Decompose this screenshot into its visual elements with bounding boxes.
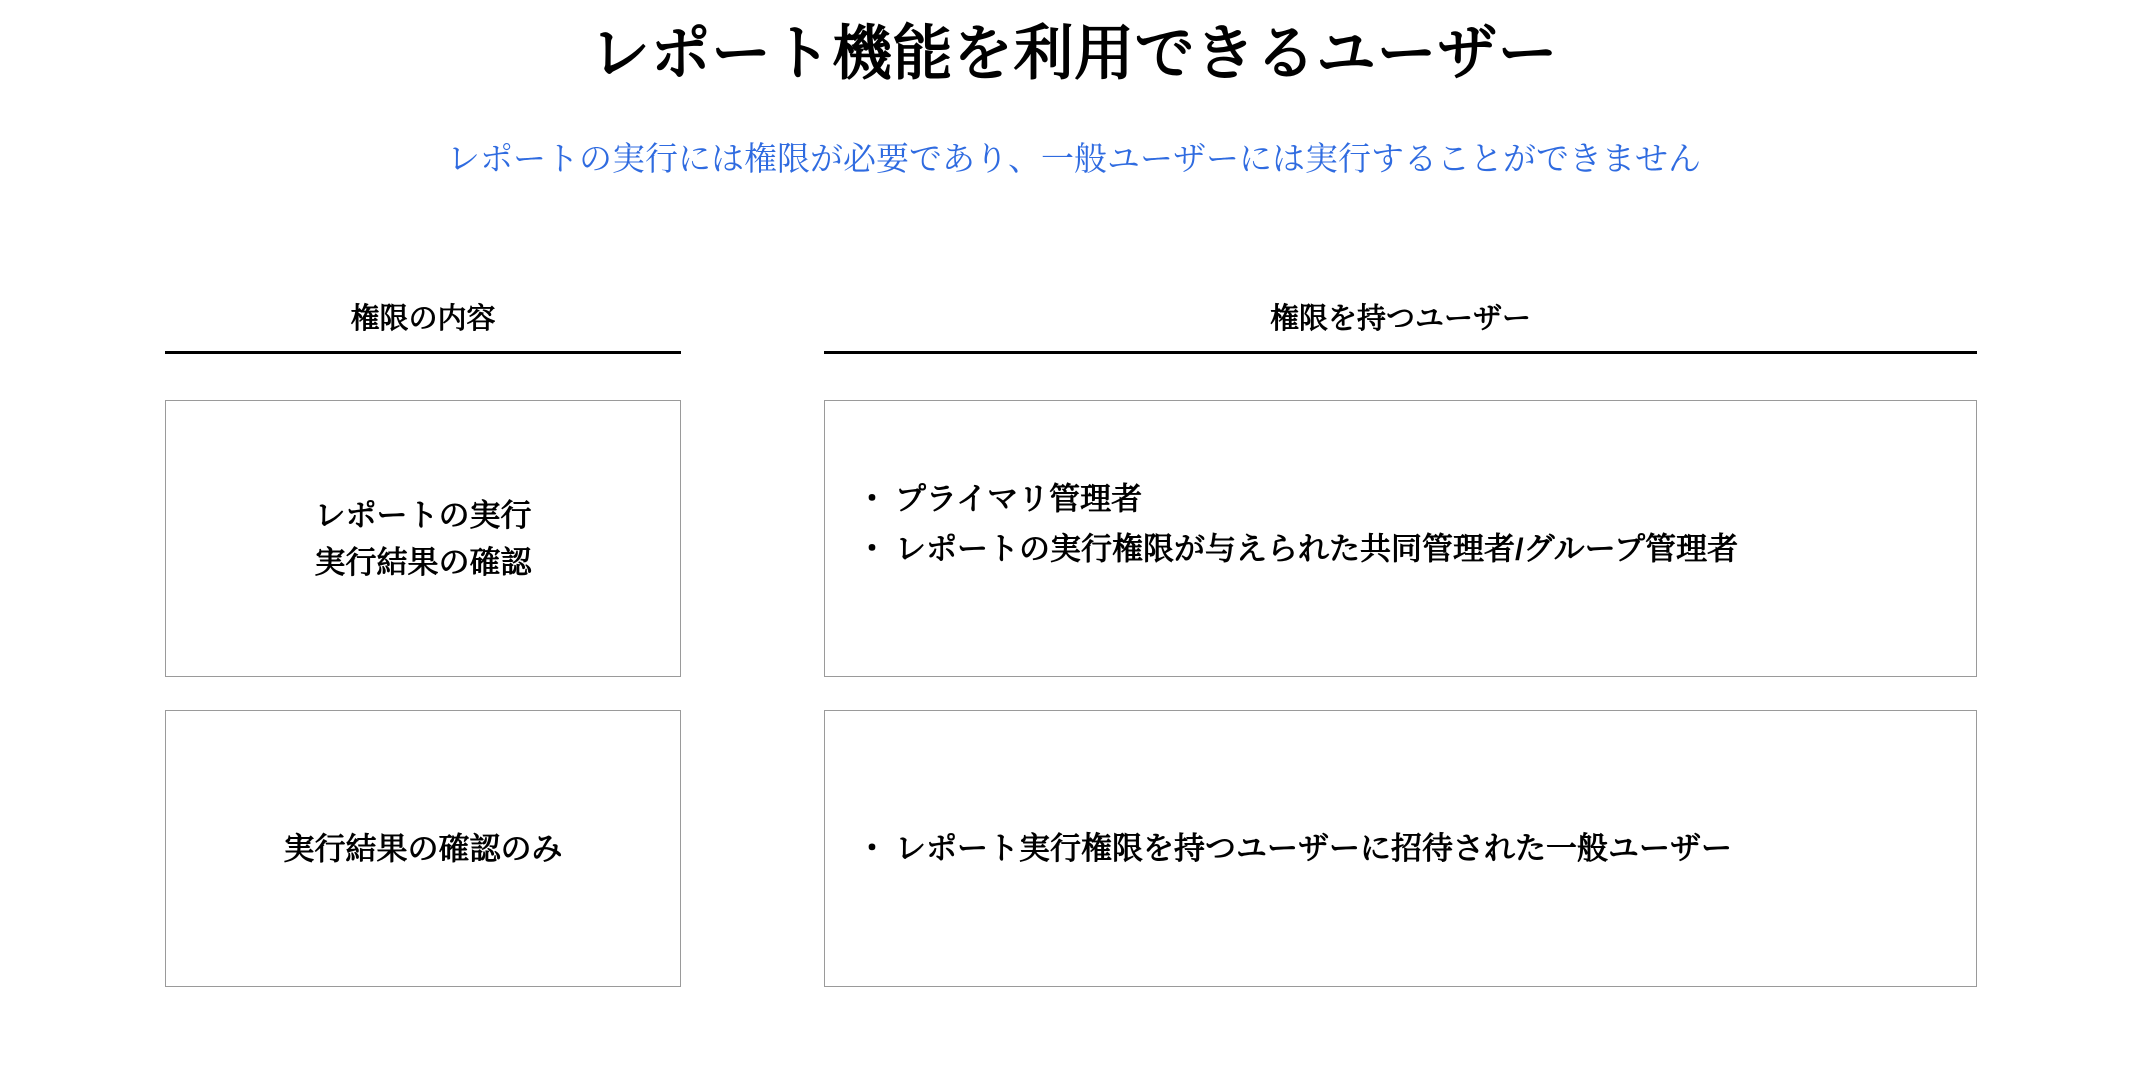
list-item-label: レポートの実行権限が与えられた共同管理者/グループ管理者: [895, 531, 1739, 567]
list-item: [849, 474, 1946, 524]
list-item-label: レポート実行権限を持つユーザーに招待された一般ユーザー: [895, 830, 1732, 866]
users-list-row2: [825, 823, 1976, 873]
users-cell-row1: [824, 400, 1977, 677]
bullet-icon: ・: [856, 830, 888, 866]
users-list-row1: [825, 474, 1976, 574]
permission-line-2: 実行結果の確認: [314, 544, 532, 580]
permission-text-row1: [166, 491, 680, 585]
users-cell-row2: [824, 710, 1977, 987]
column-header-users: 権限を持つユーザー: [824, 296, 1977, 354]
permission-cell-row1: [165, 400, 681, 677]
list-item: [849, 823, 1946, 873]
page-title: レポート機能を利用できるユーザー: [590, 20, 1558, 87]
permission-line-1: レポートの実行: [314, 497, 532, 533]
permission-cell-row2: [165, 710, 681, 987]
list-item: [849, 524, 1946, 574]
permission-line-1: 実行結果の確認のみ: [283, 830, 563, 866]
list-item-label: プライマリ管理者: [895, 481, 1143, 517]
page-subtitle: レポートの実行には権限が必要であり、一般ユーザーには実行することができません: [447, 140, 1701, 177]
bullet-icon: ・: [856, 531, 888, 567]
permission-text-row2: [166, 825, 680, 872]
bullet-icon: ・: [856, 481, 888, 517]
column-header-permission: 権限の内容: [165, 296, 681, 354]
